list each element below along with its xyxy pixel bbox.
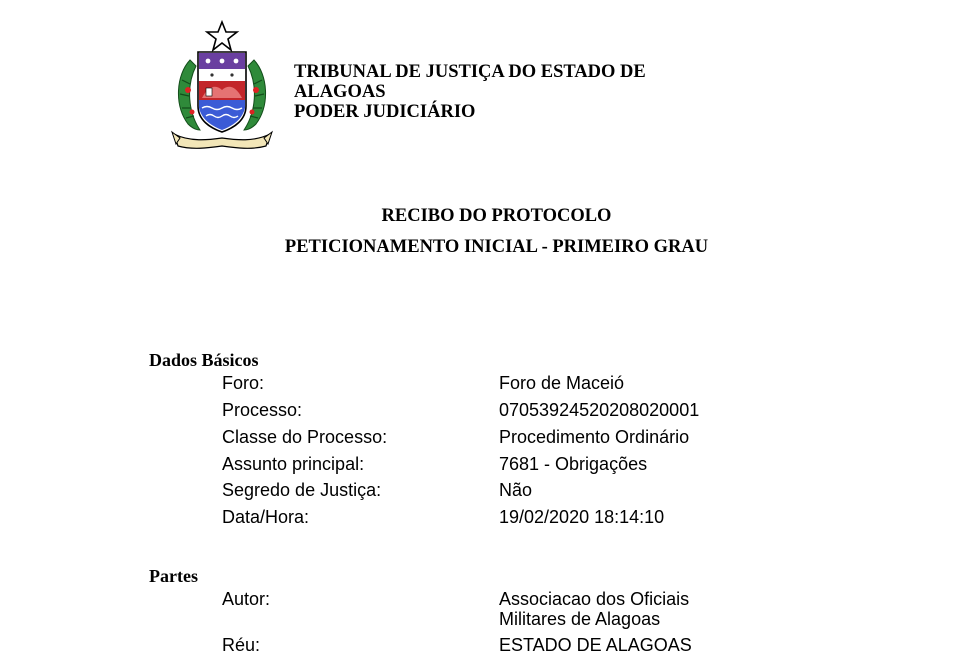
section-heading-dados-basicos: Dados Básicos bbox=[149, 350, 259, 370]
field-value-continued: Militares de Alagoas bbox=[499, 609, 661, 629]
section-heading-partes: Partes bbox=[149, 566, 198, 586]
field-label: Data/Hora: bbox=[222, 507, 310, 527]
field-label: Classe do Processo: bbox=[222, 427, 388, 447]
field-label: Réu: bbox=[222, 635, 261, 655]
court-header bbox=[294, 62, 646, 122]
document-title bbox=[0, 205, 973, 258]
field-value: Procedimento Ordinário bbox=[499, 427, 690, 447]
field-value: 7681 - Obrigações bbox=[499, 454, 648, 474]
field-label: Segredo de Justiça: bbox=[222, 480, 382, 500]
title-line1: RECIBO DO PROTOCOLO bbox=[381, 206, 612, 226]
field-label: Autor: bbox=[222, 589, 271, 609]
title-line2: PETICIONAMENTO INICIAL - PRIMEIRO GRAU bbox=[284, 237, 709, 257]
field-label: Processo: bbox=[222, 400, 303, 420]
field-value: 07053924520208020001 bbox=[499, 400, 700, 420]
field-value: ESTADO DE ALAGOAS bbox=[499, 635, 692, 655]
field-label: Foro: bbox=[222, 373, 265, 393]
field-value: Não bbox=[499, 480, 533, 500]
field-value: 19/02/2020 18:14:10 bbox=[499, 507, 665, 527]
field-value: Foro de Maceió bbox=[499, 373, 625, 393]
coat-of-arms-icon bbox=[168, 20, 276, 152]
court-power-line: PODER JUDICIÁRIO bbox=[294, 102, 476, 122]
field-value: Associacao dos Oficiais bbox=[499, 589, 690, 609]
court-name-line1: TRIBUNAL DE JUSTIÇA DO ESTADO DE bbox=[294, 62, 646, 82]
field-label: Assunto principal: bbox=[222, 454, 365, 474]
court-name-line2: ALAGOAS bbox=[294, 82, 386, 102]
